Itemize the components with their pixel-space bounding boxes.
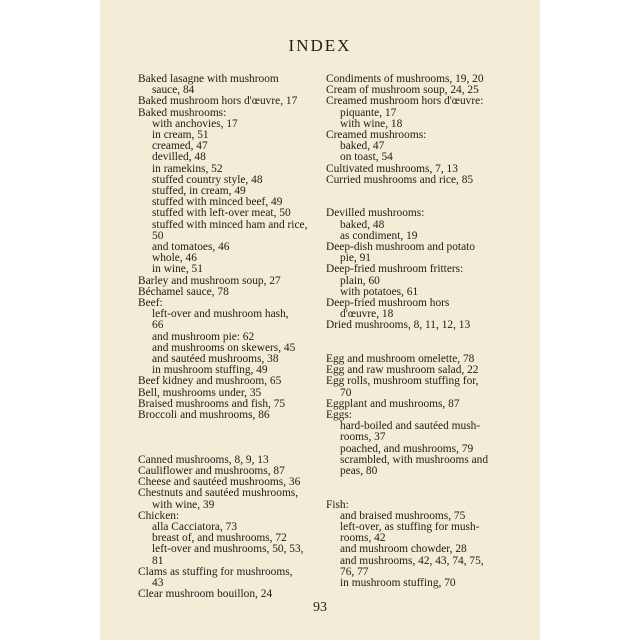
index-entry: Bell, mushrooms under, 35	[138, 386, 262, 399]
index-subentry: 70	[340, 386, 352, 399]
index-subentry: creamed, 47	[152, 140, 208, 153]
index-entry: Egg and raw mushroom salad, 22	[326, 364, 479, 377]
index-subentry: stuffed, in cream, 49	[152, 185, 246, 198]
index-subentry: in cream, 51	[152, 129, 209, 142]
index-subentry: left-over and mushroom hash,	[152, 308, 289, 321]
index-entry: Beef kidney and mushroom, 65	[138, 375, 282, 388]
index-entry: Egg rolls, mushroom stuffing for,	[326, 375, 479, 388]
index-subentry: 50	[152, 229, 164, 242]
index-subentry: 81	[152, 554, 164, 567]
index-column-left	[138, 74, 318, 601]
index-subentry: in mushroom stuffing, 70	[340, 577, 456, 590]
index-subentry: and mushrooms, 42, 43, 74, 75,	[340, 554, 484, 567]
index-subentry: and mushroom pie: 62	[152, 330, 255, 343]
index-entry: Broccoli and mushrooms, 86	[138, 409, 270, 422]
index-spacer	[326, 332, 502, 343]
index-entry: Beef:	[138, 297, 163, 310]
index-subentry: as condiment, 19	[340, 229, 418, 242]
index-spacer	[138, 432, 318, 443]
index-entry: Deep-fried mushroom fritters:	[326, 263, 464, 276]
index-subentry: and mushroom chowder, 28	[340, 543, 467, 556]
index-subentry: rooms, 37	[340, 431, 386, 444]
index-subentry: poached, and mushrooms, 79	[340, 442, 474, 455]
index-entry: Curried mushrooms and rice, 85	[326, 173, 474, 186]
index-subentry: baked, 47	[340, 140, 385, 153]
index-subentry: piquante, 17	[340, 106, 397, 119]
index-entry: Braised mushrooms and fish, 75	[138, 397, 286, 410]
index-entry: Deep-fried mushroom hors	[326, 297, 450, 310]
index-subentry: hard-boiled and sautéed mush-	[340, 420, 481, 433]
index-subentry: devilled, 48	[152, 151, 206, 164]
index-entry: Chestnuts and sautéed mushrooms,	[138, 487, 299, 500]
index-subentry: 76, 77	[340, 565, 369, 578]
index-entry: Chicken:	[138, 509, 180, 522]
index-entry: Cream of mushroom soup, 24, 25	[326, 84, 479, 97]
index-subentry: stuffed country style, 48	[152, 173, 263, 186]
index-entry: Creamed mushroom hors d'œuvre:	[326, 95, 484, 108]
index-subentry: rooms, 42	[340, 532, 386, 545]
index-entry: Deep-dish mushroom and potato	[326, 241, 476, 254]
index-subentry: in ramekins, 52	[152, 162, 223, 175]
index-subentry: with wine, 39	[152, 498, 215, 511]
page-number: 93	[313, 600, 327, 615]
index-subentry: stuffed with minced ham and rice,	[152, 218, 308, 231]
index-entry: Béchamel sauce, 78	[138, 285, 229, 298]
index-subentry: with wine, 18	[340, 117, 403, 130]
index-spacer	[326, 488, 502, 499]
index-entry: Eggplant and mushrooms, 87	[326, 397, 460, 410]
index-subentry: stuffed with left-over meat, 50	[152, 207, 291, 220]
index-spacer	[138, 421, 318, 432]
index-entry: Baked lasagne with mushroom	[138, 73, 279, 85]
index-subentry: on toast, 54	[340, 151, 393, 164]
index-entry: Clear mushroom bouillon, 24	[138, 588, 273, 601]
index-entry: Baked mushroom hors d'œuvre, 17	[138, 95, 298, 108]
index-entry: Cauliflower and mushrooms, 87	[138, 465, 285, 478]
index-subentry: left-over and mushrooms, 50, 53,	[152, 543, 304, 556]
index-subentry: sauce, 84	[152, 84, 195, 97]
index-subentry: breast of, and mushrooms, 72	[152, 532, 287, 545]
index-subentry: in mushroom stuffing, 49	[152, 364, 268, 377]
index-entry: Canned mushrooms, 8, 9, 13	[138, 453, 269, 466]
index-subentry: and mushrooms on skewers, 45	[152, 341, 296, 354]
index-subentry: scrambled, with mushrooms and	[340, 453, 489, 466]
index-subentry: and tomatoes, 46	[152, 241, 230, 254]
index-subentry: peas, 80	[340, 465, 378, 478]
index-entry: Clams as stuffing for mushrooms,	[138, 565, 293, 578]
index-subentry: stuffed with minced beef, 49	[152, 196, 283, 209]
index-subentry: and braised mushrooms, 75	[340, 509, 466, 522]
index-entry: Devilled mushrooms:	[326, 207, 425, 220]
index-subentry: pie, 91	[340, 252, 372, 265]
index-entry: Egg and mushroom omelette, 78	[326, 353, 475, 366]
index-subentry: alla Cacciatora, 73	[152, 521, 238, 534]
index-entry: Baked mushrooms:	[138, 106, 227, 119]
index-entry: Fish:	[326, 498, 349, 511]
index-subentry: 66	[152, 319, 164, 332]
index-entry: Creamed mushrooms:	[326, 129, 427, 142]
index-entry: Eggs:	[326, 409, 352, 422]
index-subentry: 43	[152, 577, 164, 590]
index-entry: Barley and mushroom soup, 27	[138, 274, 281, 287]
index-spacer	[326, 477, 502, 488]
index-entry: Condiments of mushrooms, 19, 20	[326, 73, 484, 85]
index-subentry: with potatoes, 61	[340, 285, 419, 298]
index-entry: Dried mushrooms, 8, 11, 12, 13	[326, 319, 471, 332]
index-column-right	[326, 74, 502, 589]
index-subentry: whole, 46	[152, 252, 197, 265]
index-subentry: baked, 48	[340, 218, 385, 231]
index-subentry: and sautéed mushrooms, 38	[152, 353, 279, 366]
page-title: INDEX	[288, 36, 352, 55]
index-subentry: in wine, 51	[152, 263, 203, 276]
index-entry: Cultivated mushrooms, 7, 13	[326, 162, 458, 175]
index-subentry: with anchovies, 17	[152, 117, 238, 130]
index-subentry: d'œuvre, 18	[340, 308, 394, 321]
index-subentry: plain, 60	[340, 274, 380, 287]
index-spacer	[326, 186, 502, 197]
index-entry: Cheese and sautéed mushrooms, 36	[138, 476, 301, 489]
index-subentry: left-over, as stuffing for mush-	[340, 521, 480, 534]
